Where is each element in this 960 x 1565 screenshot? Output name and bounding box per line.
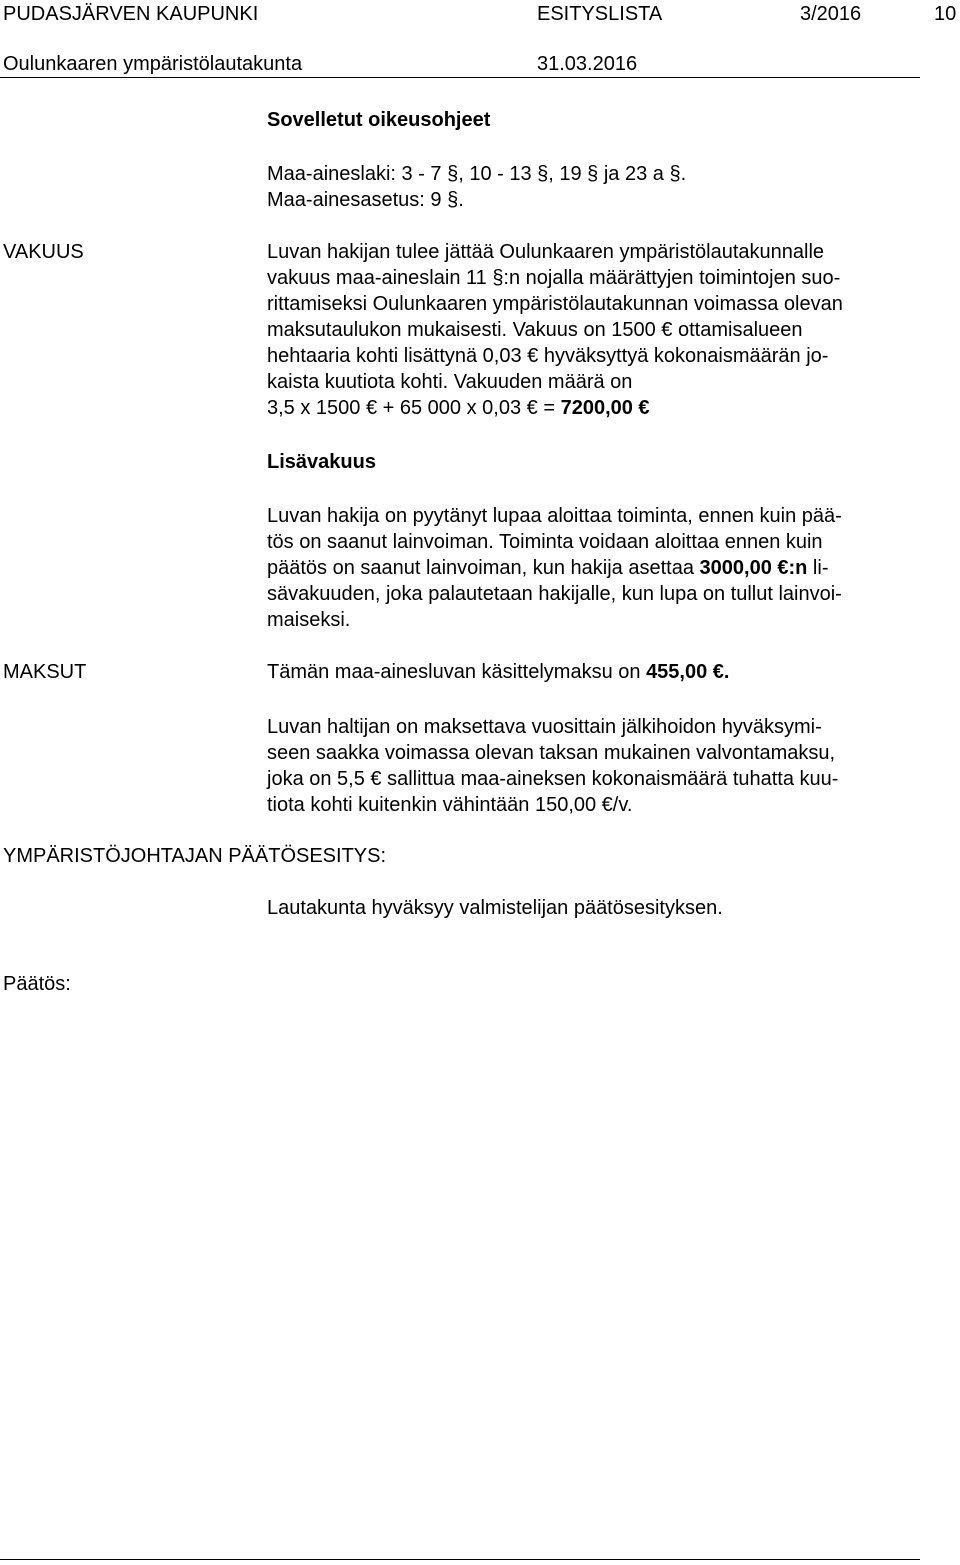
meeting-date: 31.03.2016 [537, 53, 638, 75]
fee-amount: 455,00 €. [646, 661, 730, 683]
page-number: 10 [934, 3, 957, 25]
fee-text: Tämän maa-ainesluvan käsittelymaksu on [267, 661, 647, 683]
header-rule [0, 77, 920, 78]
lisavakuus-heading: Lisävakuus [267, 451, 376, 473]
lisavakuus-line: Luvan hakija on pyytänyt lupaa aloittaa toiminta, ennen kuin pää- [267, 505, 842, 527]
legal-line: Maa-aineslaki: 3 - 7 §, 10 - 13 §, 19 § ja 23 a §. [267, 163, 687, 185]
maksut-fee-line [267, 659, 729, 685]
municipality-name: PUDASJÄRVEN KAUPUNKI [3, 3, 259, 25]
vakuus-line: rittamiseksi Oulunkaaren ympäristölautakunnan voimassa olevan [267, 293, 843, 315]
vakuus-paragraph [267, 239, 843, 421]
legal-line: Maa-ainesasetus: 9 §. [267, 189, 464, 211]
vakuus-line: maksutaulukon mukaisesti. Vakuus on 1500 € ottamisalueen [267, 319, 803, 341]
lisavakuus-paragraph [267, 503, 842, 633]
lisavakuus-line [267, 555, 842, 581]
maksut-line: joka on 5,5 € sallittua maa-aineksen kokonaismäärä tuhatta kuu- [267, 768, 839, 790]
maksut-line: Luvan haltijan on maksettava vuosittain jälkihoidon hyväksymi- [267, 716, 822, 738]
maksut-label: MAKSUT [3, 661, 87, 683]
formula-result: 7200,00 € [560, 397, 650, 419]
line3-pre: päätös on saanut lainvoiman, kun hakija asettaa [267, 557, 700, 579]
document-type: ESITYSLISTA [537, 3, 663, 25]
decision-label: Päätös: [3, 973, 71, 995]
vakuus-label: VAKUUS [3, 241, 84, 263]
footer-rule [0, 1559, 920, 1560]
lisavakuus-line: maiseksi. [267, 609, 351, 631]
committee-name: Oulunkaaren ympäristölautakunta [3, 53, 303, 75]
vakuus-line: kaista kuutiota kohti. Vakuuden määrä on [267, 371, 633, 393]
vakuus-line: vakuus maa-aineslain 11 §:n nojalla määrättyjen toimintojen suo- [267, 267, 841, 289]
lisavakuus-amount: 3000,00 €:n [699, 557, 808, 579]
vakuus-formula [267, 395, 843, 421]
legal-lines [267, 161, 686, 213]
lisavakuus-line: tös on saanut lainvoiman. Toiminta voidaan aloittaa ennen kuin [267, 531, 823, 553]
legal-heading: Sovelletut oikeusohjeet [267, 109, 491, 131]
vakuus-line: Luvan hakijan tulee jättää Oulunkaaren ympäristölautakunnalle [267, 241, 825, 263]
maksut-line: tiota kohti kuitenkin vähintään 150,00 €/v. [267, 794, 633, 816]
formula-text: 3,5 x 1500 € + 65 000 x 0,03 € = [267, 397, 561, 419]
line3-post: li- [807, 557, 829, 579]
proposal-text: Lautakunta hyväksyy valmistelijan päätösesityksen. [267, 897, 723, 919]
vakuus-line: hehtaaria kohti lisättynä 0,03 € hyväksyttyä kokonaismäärän jo- [267, 345, 829, 367]
proposal-label: YMPÄRISTÖJOHTAJAN PÄÄTÖSESITYS: [3, 845, 387, 867]
maksut-paragraph [267, 714, 838, 818]
lisavakuus-line: sävakuuden, joka palautetaan hakijalle, kun lupa on tullut lainvoi- [267, 583, 842, 605]
issue-number: 3/2016 [800, 3, 862, 25]
maksut-line: seen saakka voimassa olevan taksan mukainen valvontamaksu, [267, 742, 836, 764]
